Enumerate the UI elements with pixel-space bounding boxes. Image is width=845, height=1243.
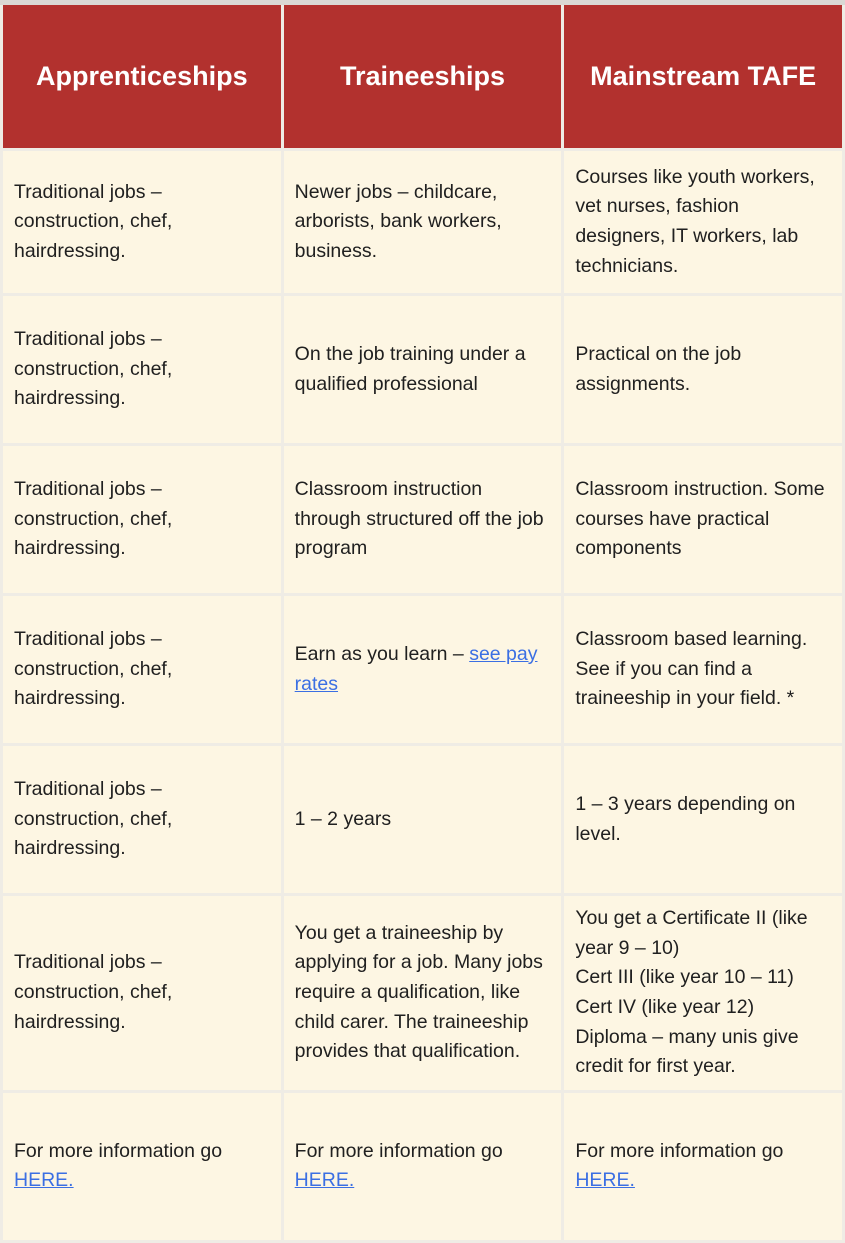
table-cell: Traditional jobs – construction, chef, hairdressing. — [2, 895, 283, 1092]
table-cell: Earn as you learn – see pay rates — [282, 595, 563, 745]
header-row — [2, 3, 844, 150]
table-cell: You get a traineeship by applying for a job. Many jobs require a qualification, like child carer. The traineeship provides that qualification. — [282, 895, 563, 1092]
table-row — [2, 745, 844, 895]
table-cell: For more information go HERE. — [563, 1091, 844, 1241]
table-cell: On the job training under a qualified professional — [282, 295, 563, 445]
table-row — [2, 895, 844, 1092]
table-cell: Traditional jobs – construction, chef, hairdressing. — [2, 745, 283, 895]
column-header-traineeships: Traineeships — [282, 3, 563, 150]
table-cell: 1 – 2 years — [282, 745, 563, 895]
table-row — [2, 445, 844, 595]
table-cell: Traditional jobs – construction, chef, hairdressing. — [2, 295, 283, 445]
table-cell: For more information go HERE. — [282, 1091, 563, 1241]
column-header-apprenticeships: Apprenticeships — [2, 3, 283, 150]
table-cell: Traditional jobs – construction, chef, hairdressing. — [2, 445, 283, 595]
column-header-mainstream-tafe: Mainstream TAFE — [563, 3, 844, 150]
table-cell: Practical on the job assignments. — [563, 295, 844, 445]
table-cell: Classroom instruction through structured off the job program — [282, 445, 563, 595]
table-row — [2, 150, 844, 295]
table-cell: Traditional jobs – construction, chef, hairdressing. — [2, 595, 283, 745]
table-cell: Classroom based learning. See if you can find a traineeship in your field. * — [563, 595, 844, 745]
more-info-link-tafe[interactable]: HERE. — [575, 1169, 635, 1192]
table-row — [2, 595, 844, 745]
table-cell: For more information go HERE. — [2, 1091, 283, 1241]
more-info-link-traineeships[interactable]: HERE. — [294, 1169, 355, 1192]
table-cell: 1 – 3 years depending on level. — [563, 745, 844, 895]
table-row — [2, 1091, 844, 1241]
table-cell: Courses like youth workers, vet nurses, fashion designers, IT workers, lab technicians. — [563, 150, 844, 295]
more-info-link-apprenticeships[interactable]: HERE. — [14, 1169, 74, 1192]
table-cell: Newer jobs – childcare, arborists, bank workers, business. — [282, 150, 563, 295]
table-cell: You get a Certificate II (like year 9 – 10) Cert III (like year 10 – 11) Cert IV (like year 12) Diploma – many unis give credit for first year. — [563, 895, 844, 1092]
table-row — [2, 295, 844, 445]
table-cell: Traditional jobs – construction, chef, hairdressing. — [2, 150, 283, 295]
table-body — [2, 150, 844, 1242]
table-cell: Classroom instruction. Some courses have practical components — [563, 445, 844, 595]
see-pay-rates-link[interactable]: see pay rates — [294, 642, 538, 695]
